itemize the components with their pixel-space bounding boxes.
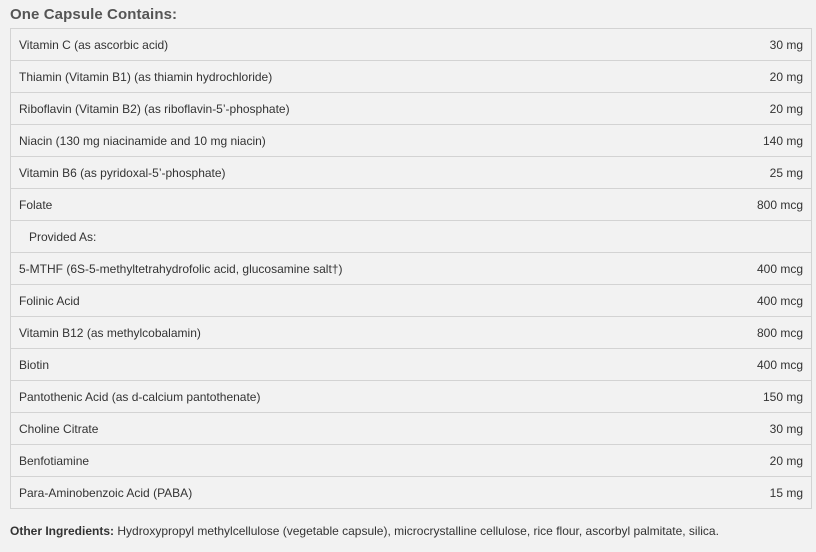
table-row <box>11 285 811 317</box>
table-row <box>11 349 811 381</box>
other-ingredients-text: Hydroxypropyl methylcellulose (vegetable capsule), microcrystalline cellulose, rice flour, ascorbyl palmitate, silica. <box>114 524 719 538</box>
ingredient-amount: 20 mg <box>769 101 803 116</box>
ingredient-amount: 20 mg <box>769 453 803 468</box>
ingredient-amount: 400 mcg <box>756 293 803 308</box>
table-row <box>11 317 811 349</box>
table-subheader-row <box>11 221 811 253</box>
ingredient-amount: 400 mcg <box>756 357 803 372</box>
ingredient-name: Pantothenic Acid (as d-calcium pantothenate) <box>19 389 261 404</box>
panel-heading: One Capsule Contains: <box>10 6 178 23</box>
ingredient-amount: 800 mcg <box>756 197 803 212</box>
ingredient-amount: 20 mg <box>769 69 803 84</box>
ingredient-name: Riboflavin (Vitamin B2) (as riboflavin-5’-phosphate) <box>19 101 290 116</box>
other-ingredients <box>10 524 719 538</box>
table-row <box>11 93 811 125</box>
table-row <box>11 189 811 221</box>
ingredient-amount: 30 mg <box>769 37 803 52</box>
other-ingredients-label: Other Ingredients: <box>10 524 115 538</box>
table-row <box>11 413 811 445</box>
ingredient-amount: 140 mg <box>762 133 803 148</box>
table-row <box>11 381 811 413</box>
ingredient-name: Thiamin (Vitamin B1) (as thiamin hydrochloride) <box>19 69 273 84</box>
ingredient-name: Para-Aminobenzoic Acid (PABA) <box>19 485 193 500</box>
table-row <box>11 29 811 61</box>
ingredient-amount: 400 mcg <box>756 261 803 276</box>
ingredient-name: Folate <box>19 197 53 212</box>
ingredient-name: Biotin <box>19 357 50 372</box>
ingredient-amount: 15 mg <box>769 485 803 500</box>
provided-as-label: Provided As: <box>29 229 97 244</box>
ingredient-name: Vitamin B6 (as pyridoxal-5’-phosphate) <box>19 165 226 180</box>
ingredient-name: Vitamin C (as ascorbic acid) <box>19 37 169 52</box>
ingredient-name: Choline Citrate <box>19 421 99 436</box>
ingredient-amount: 30 mg <box>769 421 803 436</box>
table-row <box>11 445 811 477</box>
ingredient-name: Vitamin B12 (as methylcobalamin) <box>19 325 201 340</box>
ingredient-name: Folinic Acid <box>19 293 80 308</box>
table-row <box>11 61 811 93</box>
ingredients-table <box>10 28 812 509</box>
table-row <box>11 157 811 189</box>
ingredient-amount: 150 mg <box>762 389 803 404</box>
ingredient-name: Niacin (130 mg niacinamide and 10 mg niacin) <box>19 133 266 148</box>
table-row <box>11 477 811 509</box>
ingredient-name: 5-MTHF (6S-5-methyltetrahydrofolic acid, glucosamine salt†) <box>19 261 343 276</box>
table-row <box>11 125 811 157</box>
table-row <box>11 253 811 285</box>
ingredient-name: Benfotiamine <box>19 453 90 468</box>
ingredient-amount: 800 mcg <box>756 325 803 340</box>
ingredient-amount: 25 mg <box>769 165 803 180</box>
